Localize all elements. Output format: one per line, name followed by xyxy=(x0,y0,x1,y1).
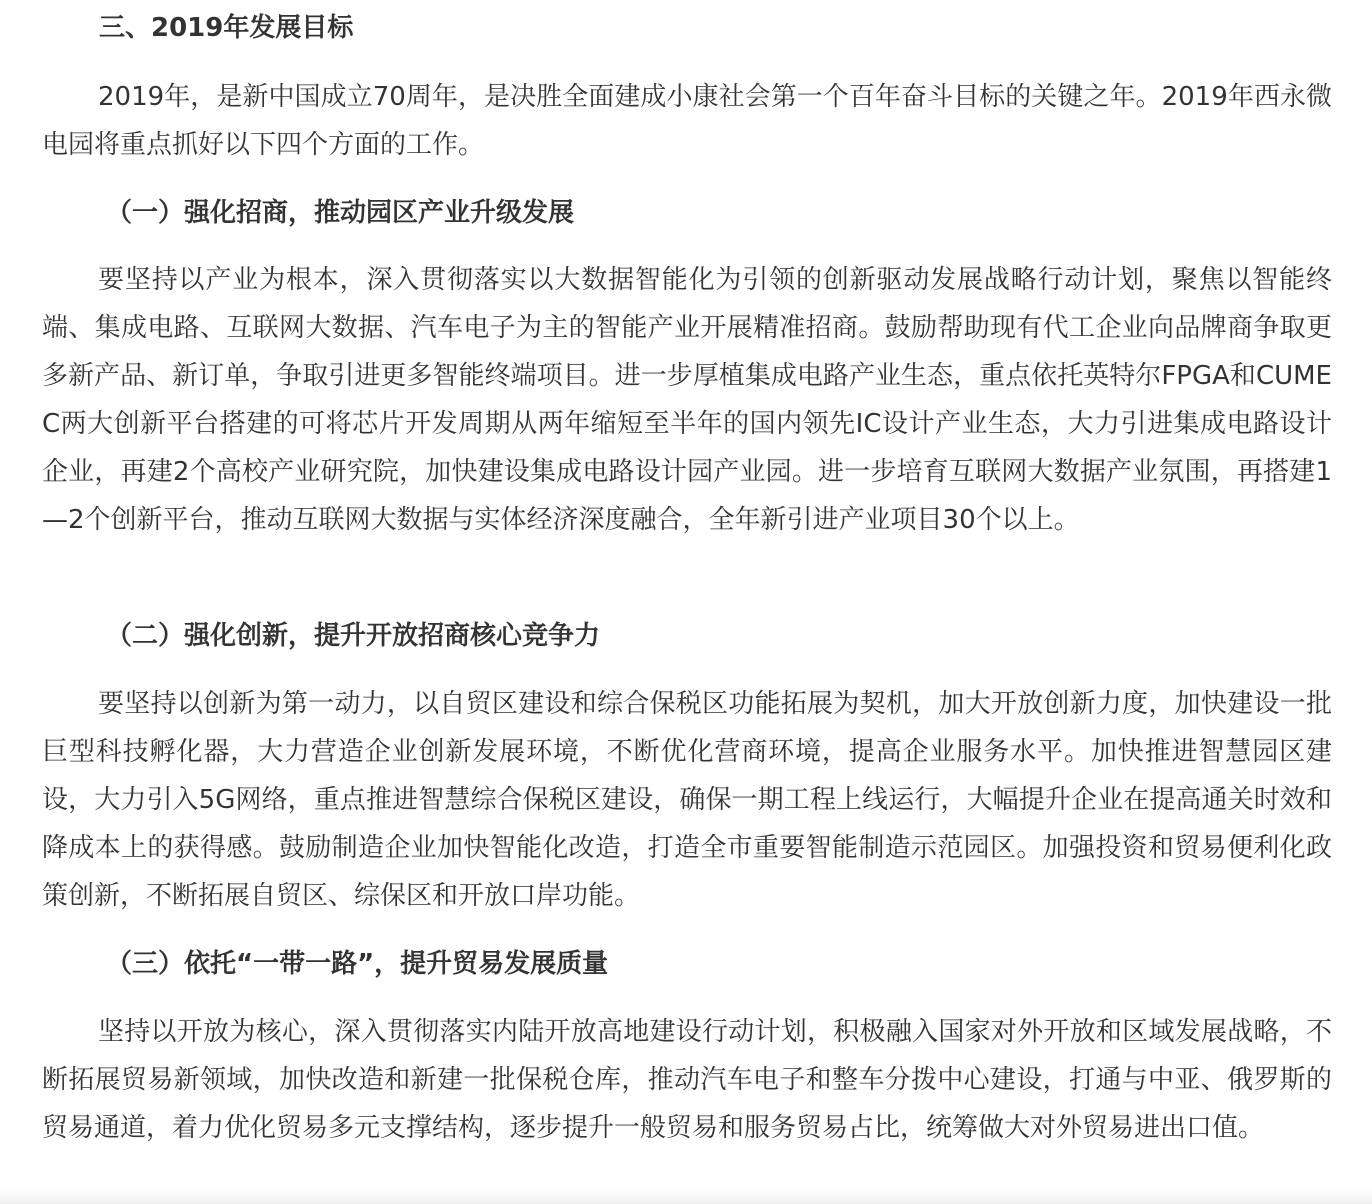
intro-paragraph: 2019年，是新中国成立70周年，是决胜全面建成小康社会第一个百年奋斗目标的关键之年。2019年西永微电园将重点抓好以下四个方面的工作。 xyxy=(42,82,1332,160)
subsection-heading-2: （二）强化创新，提升开放招商核心竞争力 xyxy=(106,621,601,651)
section-title: 三、2019年发展目标 xyxy=(99,13,354,43)
subsection-body-3: 坚持以开放为核心，深入贯彻落实内陆开放高地建设行动计划，积极融入国家对外开放和区域发展战略，不断拓展贸易新领域，加快改造和新建一批保税仓库，推动汽车电子和整车分拨中心建设，打通与中亚、俄罗斯的贸易通道，着力优化贸易多元支撑结构，逐步提升一般贸易和服务贸易占比，统筹做大对外贸易进出口值。 xyxy=(42,1017,1332,1143)
subsection-body-2: 要坚持以创新为第一动力，以自贸区建设和综合保税区功能拓展为契机，加大开放创新力度，加快建设一批巨型科技孵化器，大力营造企业创新发展环境，不断优化营商环境，提高企业服务水平。加快推进智慧园区建设，大力引入5G网络，重点推进智慧综合保税区建设，确保一期工程上线运行，大幅提升企业在提高通关时效和降成本上的获得感。鼓励制造企业加快智能化改造，打造全市重要智能制造示范园区。加强投资和贸易便利化政策创新，不断拓展自贸区、综保区和开放口岸功能。 xyxy=(42,689,1332,911)
subsection-heading-3: （三）依托“一带一路”，提升贸易发展质量 xyxy=(106,949,609,979)
subsection-body-1: 要坚持以产业为根本，深入贯彻落实以大数据智能化为引领的创新驱动发展战略行动计划，聚焦以智能终端、集成电路、互联网大数据、汽车电子为主的智能产业开展精准招商。鼓励帮助现有代工企业向品牌商争取更多新产品、新订单，争取引进更多智能终端项目。进一步厚植集成电路产业生态，重点依托英特尔FPGA和CUMEC两大创新平台搭建的可将芯片开发周期从两年缩短至半年的国内领先IC设计产业生态，大力引进集成电路设计企业，再建2个高校产业研究院，加快建设集成电路设计园产业园。进一步培育互联网大数据产业氛围，再搭建1—2个创新平台，推动互联网大数据与实体经济深度融合，全年新引进产业项目30个以上。 xyxy=(42,265,1332,535)
subsection-heading-1: （一）强化招商，推动园区产业升级发展 xyxy=(106,198,575,228)
bottom-fade xyxy=(0,1190,1372,1204)
